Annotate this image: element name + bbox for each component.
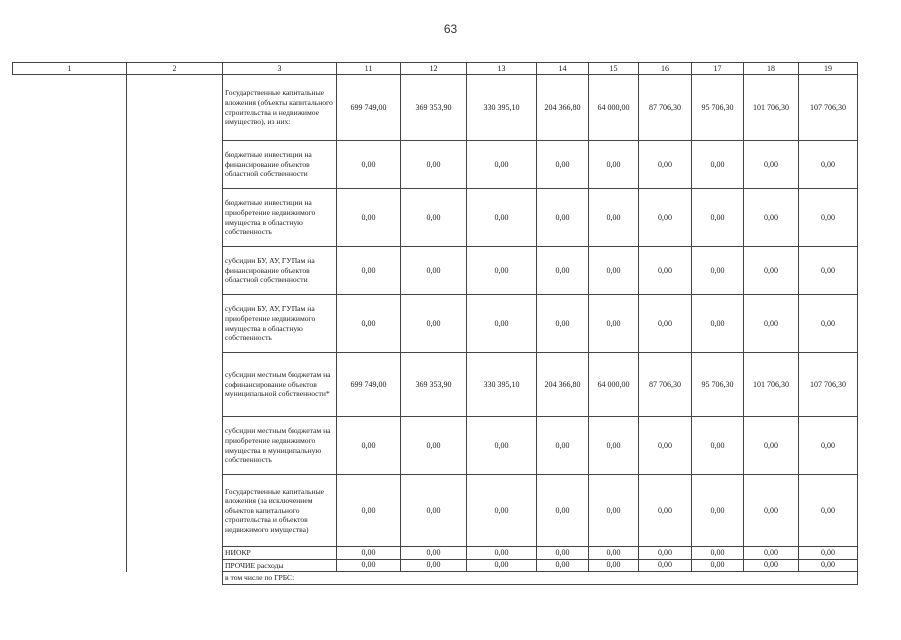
value-cell: 0,00 (799, 247, 858, 295)
row-label: бюджетные инвестиции на приобретение недвижимого имущества в областную собственность (223, 189, 337, 247)
value-cell: 0,00 (692, 475, 744, 547)
value-cell: 107 706,30 (799, 75, 858, 141)
value-cell: 0,00 (799, 141, 858, 189)
value-cell: 0,00 (744, 475, 799, 547)
value-cell: 0,00 (537, 559, 589, 572)
value-cell: 204 366,80 (537, 75, 589, 141)
value-cell: 699 749,00 (337, 353, 401, 417)
value-cell: 0,00 (692, 247, 744, 295)
header-cell: 13 (467, 63, 537, 75)
value-cell: 0,00 (744, 559, 799, 572)
value-cell: 95 706,30 (692, 353, 744, 417)
value-cell: 0,00 (692, 141, 744, 189)
empty-cell-col1 (13, 75, 127, 572)
value-cell: 0,00 (467, 295, 537, 353)
value-cell: 0,00 (337, 141, 401, 189)
header-cell: 18 (744, 63, 799, 75)
value-cell: 0,00 (692, 295, 744, 353)
value-cell: 0,00 (401, 295, 467, 353)
header-cell: 11 (337, 63, 401, 75)
row-label: ПРОЧИЕ расходы (223, 559, 337, 572)
header-cell: 14 (537, 63, 589, 75)
header-cell: 12 (401, 63, 467, 75)
header-cell: 15 (589, 63, 639, 75)
value-cell: 330 395,10 (467, 75, 537, 141)
value-cell: 699 749,00 (337, 75, 401, 141)
value-cell: 0,00 (589, 547, 639, 560)
value-cell: 0,00 (401, 475, 467, 547)
header-row (13, 63, 858, 75)
value-cell: 0,00 (537, 295, 589, 353)
value-cell: 0,00 (799, 559, 858, 572)
value-cell: 0,00 (467, 559, 537, 572)
header-cell: 2 (127, 63, 223, 75)
value-cell: 0,00 (799, 189, 858, 247)
value-cell: 0,00 (337, 189, 401, 247)
value-cell: 369 353,90 (401, 75, 467, 141)
value-cell: 0,00 (537, 417, 589, 475)
value-cell: 0,00 (537, 141, 589, 189)
empty-cell-col2 (127, 75, 223, 572)
value-cell: 0,00 (337, 247, 401, 295)
header-cell: 3 (223, 63, 337, 75)
value-cell: 0,00 (744, 295, 799, 353)
value-cell: 0,00 (337, 475, 401, 547)
value-cell: 0,00 (537, 547, 589, 560)
value-cell: 0,00 (744, 547, 799, 560)
value-cell: 0,00 (589, 141, 639, 189)
value-cell: 0,00 (589, 475, 639, 547)
value-cell: 0,00 (744, 141, 799, 189)
value-cell: 0,00 (537, 189, 589, 247)
value-cell: 64 000,00 (589, 353, 639, 417)
value-cell: 0,00 (639, 475, 692, 547)
value-cell: 0,00 (692, 189, 744, 247)
value-cell: 0,00 (337, 295, 401, 353)
empty-cell (127, 572, 223, 585)
row-label: субсидии местным бюджетам на софинансирование объектов муниципальной собственности* (223, 353, 337, 417)
value-cell: 0,00 (744, 189, 799, 247)
footer-row (13, 572, 858, 585)
value-cell: 0,00 (467, 141, 537, 189)
row-label: Государственные капитальные вложения (объекты капитального строительства и недвижимое имущество), из них: (223, 75, 337, 141)
value-cell: 0,00 (744, 247, 799, 295)
value-cell: 0,00 (467, 417, 537, 475)
value-cell: 0,00 (537, 247, 589, 295)
value-cell: 95 706,30 (692, 75, 744, 141)
value-cell: 0,00 (639, 559, 692, 572)
value-cell: 0,00 (589, 189, 639, 247)
value-cell: 0,00 (639, 189, 692, 247)
value-cell: 0,00 (692, 547, 744, 560)
value-cell: 0,00 (467, 189, 537, 247)
value-cell: 0,00 (589, 417, 639, 475)
value-cell: 0,00 (337, 547, 401, 560)
row-label: субсидии БУ, АУ, ГУПам на приобретение недвижимого имущества в областную собственность (223, 295, 337, 353)
value-cell: 107 706,30 (799, 353, 858, 417)
value-cell: 101 706,30 (744, 75, 799, 141)
value-cell: 0,00 (799, 295, 858, 353)
value-cell: 0,00 (799, 417, 858, 475)
header-cell: 19 (799, 63, 858, 75)
value-cell: 0,00 (589, 247, 639, 295)
value-cell: 0,00 (692, 559, 744, 572)
value-cell: 0,00 (401, 247, 467, 295)
value-cell: 0,00 (639, 417, 692, 475)
value-cell: 0,00 (639, 547, 692, 560)
row-label: НИОКР (223, 547, 337, 560)
value-cell: 101 706,30 (744, 353, 799, 417)
empty-cell (13, 572, 127, 585)
value-cell: 0,00 (589, 295, 639, 353)
table-row (13, 75, 858, 141)
value-cell: 0,00 (337, 559, 401, 572)
header-cell: 1 (13, 63, 127, 75)
value-cell: 0,00 (467, 247, 537, 295)
budget-table (12, 62, 858, 585)
value-cell: 0,00 (692, 417, 744, 475)
footer-label: в том числе по ГРБС: (223, 572, 858, 585)
value-cell: 0,00 (799, 547, 858, 560)
value-cell: 369 353,90 (401, 353, 467, 417)
row-label: субсидии БУ, АУ, ГУПам на финансирование объектов областной собственности (223, 247, 337, 295)
value-cell: 0,00 (401, 417, 467, 475)
row-label: Государственные капитальные вложения (за исключением объектов капитального строительства и объектов недвижимого имущества) (223, 475, 337, 547)
value-cell: 0,00 (337, 417, 401, 475)
value-cell: 330 395,10 (467, 353, 537, 417)
value-cell: 0,00 (467, 547, 537, 560)
value-cell: 64 000,00 (589, 75, 639, 141)
value-cell: 0,00 (401, 141, 467, 189)
value-cell: 0,00 (639, 295, 692, 353)
value-cell: 204 366,80 (537, 353, 589, 417)
value-cell: 87 706,30 (639, 75, 692, 141)
header-cell: 16 (639, 63, 692, 75)
value-cell: 0,00 (799, 475, 858, 547)
value-cell: 0,00 (401, 189, 467, 247)
value-cell: 0,00 (744, 417, 799, 475)
value-cell: 0,00 (639, 141, 692, 189)
value-cell: 0,00 (639, 247, 692, 295)
row-label: бюджетные инвестиции на финансирование объектов областной собственности (223, 141, 337, 189)
value-cell: 0,00 (537, 475, 589, 547)
value-cell: 0,00 (401, 547, 467, 560)
value-cell: 87 706,30 (639, 353, 692, 417)
value-cell: 0,00 (401, 559, 467, 572)
page-number: 63 (443, 22, 458, 36)
value-cell: 0,00 (589, 559, 639, 572)
row-label: субсидии местным бюджетам на приобретение недвижимого имущества в муниципальную собственность (223, 417, 337, 475)
value-cell: 0,00 (467, 475, 537, 547)
header-cell: 17 (692, 63, 744, 75)
